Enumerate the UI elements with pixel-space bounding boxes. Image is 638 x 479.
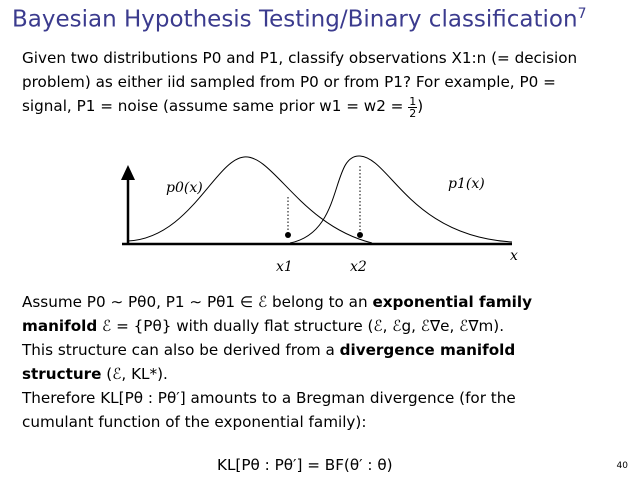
label-x: x [510, 248, 518, 264]
slide-title: Bayesian Hypothesis Testing/Binary classification$^7$ [12, 6, 587, 33]
label-p0: p0(x) [166, 180, 203, 196]
body-text [22, 290, 622, 434]
body-line-1: Assume P0 ∼ Pθ0, P1 ∼ Pθ1 ∈ ℰ belong to an exponential family [22, 293, 532, 311]
footnote-mark: 7 [577, 6, 587, 22]
curve-p1 [290, 156, 512, 243]
intro-line-3: signal, P1 = noise (assume same prior w1 = w2 = $\frac{1}{2}$ ) [22, 95, 424, 120]
point-x2 [357, 232, 363, 238]
point-x1 [285, 232, 291, 238]
curve-p0 [128, 157, 372, 243]
intro-line-1: Given two distributions P0 and P1, classify observations X1:n (= decision [22, 49, 578, 67]
y-axis-arrow [121, 165, 135, 180]
bregman-equation: KL[Pθ : Pθ′] = BF(θ′ : θ) [217, 456, 393, 474]
body-line-3: This structure can also be derived from a divergence manifold [22, 341, 516, 359]
fraction-half: $\frac{1}{2}$ [409, 95, 417, 120]
body-line-5: Therefore KL[Pθ : Pθ′] amounts to a Bregman divergence (for the [22, 389, 516, 407]
body-line-6: cumulant function of the exponential family): [22, 413, 367, 431]
label-x1: x1 [276, 259, 293, 275]
body-line-2: manifold ℰ = {Pθ} with dually flat structure (ℰ, ℰg, ℰ∇e, ℰ∇m). [22, 317, 505, 335]
body-line-4: structure (ℰ, KL*). [22, 365, 168, 383]
intro-line-2: problem) as either iid sampled from P0 or from P1? For example, P0 = [22, 73, 556, 91]
label-x2: x2 [350, 259, 367, 275]
label-p1: p1(x) [448, 176, 485, 192]
page-number: 40 [616, 461, 628, 471]
